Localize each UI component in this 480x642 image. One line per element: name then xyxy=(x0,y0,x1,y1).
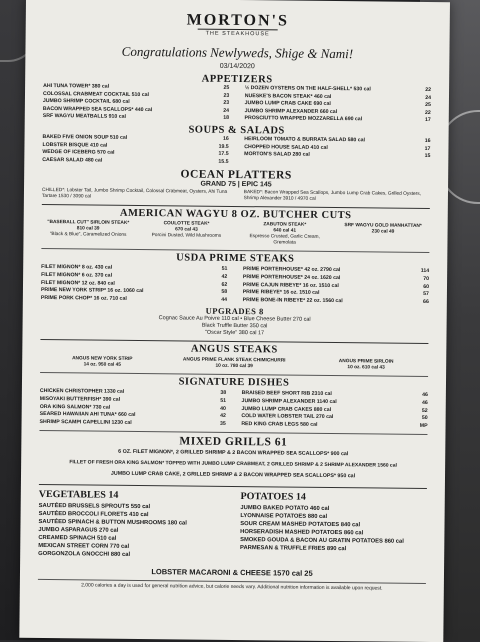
vegetables-column xyxy=(38,489,225,560)
appetizers-right xyxy=(244,85,431,125)
side-item: SOUR CREAM MASHED POTATOES 840 cal xyxy=(240,521,361,529)
menu-item: COLOSSAL CRABMEAT COCKTAIL 510 cal 23 xyxy=(42,90,230,99)
menu-item: BAKED FIVE ONION SOUP 510 cal 16 xyxy=(42,133,229,142)
side-item: SMOKED GOUDA & BACON AU GRATIN POTATOES 860 cal xyxy=(240,537,404,546)
menu-item: CHICKEN CHRISTOPHER 1330 cal 38 xyxy=(39,388,227,397)
side-item: CREAMED SPINACH 510 cal xyxy=(38,535,117,543)
platter-baked: BAKED*: Bacon Wrapped Sea Scallops, Jumbo Lump Crab Cakes, Grilled Oysters, Shrimp Alexander 3910 / 4970 cal xyxy=(243,190,421,203)
divider xyxy=(39,484,427,489)
lobster-mac: LOBSTER MACARONI & CHEESE 1570 cal 25 xyxy=(151,567,313,579)
menu-item: FILET MIGNON* 12 oz. 840 cal 62 xyxy=(40,279,228,288)
upgrades-title: UPGRADES 8 xyxy=(205,305,264,317)
wagyu-item: SRF WAGYU GOLD MANHATTAN* 230 cal 49 xyxy=(344,223,422,235)
congratulations-heading: Congratulations Newlyweds, Shige & Nami! xyxy=(121,43,354,62)
menu-item: RED KING CRAB LEGS 580 cal MP xyxy=(241,420,428,429)
soups-right xyxy=(244,136,431,168)
menu-item: PRIME PORTERHOUSE* 42 oz. 2790 cal 114 xyxy=(242,266,430,275)
upgrades-line: "Oscar Style" 380 cal 17 xyxy=(204,329,265,337)
prime-steaks-section xyxy=(41,264,429,306)
menu-item: PROSCIUTTO WRAPPED MOZZARELLA 690 cal 17 xyxy=(244,115,431,124)
wagyu-title: AMERICAN WAGYU 8 OZ. BUTCHER CUTS xyxy=(119,208,352,222)
side-item: PARMESAN & TRUFFLE FRIES 890 cal xyxy=(239,545,347,553)
mixed-grills-title: MIXED GRILLS 61 xyxy=(179,435,288,449)
soups-section xyxy=(42,134,430,168)
menu-item: PRIME BONE-IN RIBEYE* 22 oz. 1560 cal 66 xyxy=(242,296,429,305)
angus-title: ANGUS STEAKS xyxy=(190,343,278,356)
wagyu-section xyxy=(41,220,429,248)
side-item: SAUTÉED BRUSSELS SPROUTS 550 cal xyxy=(38,503,151,511)
side-item: SAUTÉED SPINACH & BUTTON MUSHROOMS 180 cal xyxy=(38,519,187,527)
menu-item: PRIME PORTERHOUSE* 24 oz. 1620 cal 70 xyxy=(242,274,430,282)
signature-left xyxy=(40,388,227,428)
angus-item: ANGUS PRIME SIRLOIN 10 oz. 610 cal 43 xyxy=(338,359,394,371)
potatoes-column xyxy=(240,491,427,562)
menu-item: CAESAR SALAD 480 cal 15.5 xyxy=(42,156,229,165)
menu-item: ORA KING SALMON* 730 cal 40 xyxy=(39,403,226,412)
menu-item: SHRIMP SCAMPI CAPELLINI 1230 cal 35 xyxy=(39,418,226,427)
restaurant-logo: MORTON'S xyxy=(186,11,289,30)
ocean-platters-title: OCEAN PLATTERS xyxy=(180,168,292,182)
side-item: HORSERADISH MASHED POTATOES 860 cal xyxy=(240,529,364,537)
sides-section xyxy=(38,489,427,562)
menu-item: JUMBO SHRIMP ALEXANDER 1140 cal 46 xyxy=(241,397,428,406)
appetizers-left xyxy=(43,83,230,123)
wagyu-item: ZABUTON STEAK* 640 cal 41 Espresso Crusted, Garlic Cream, Gremolata xyxy=(249,222,320,246)
side-item: JUMBO ASPARAGUS 270 cal xyxy=(38,527,119,535)
angus-item: ANGUS PRIME FLANK STEAK CHIMICHURRI 10 oz. 780 cal 39 xyxy=(182,357,286,370)
ocean-platters-prices: GRAND 75 | EPIC 145 xyxy=(200,180,272,189)
menu-item: JUMBO LUMP CRAB CAKES 880 cal 52 xyxy=(241,405,428,414)
menu-item: ½ DOZEN OYSTERS ON THE HALF-SHELL* 530 cal 22 xyxy=(244,85,432,94)
upgrades-line: Cognac Sauce Au Poivre 110 cal • Blue Cheese Butter 270 cal xyxy=(158,315,311,324)
prime-right xyxy=(243,266,430,306)
side-item: GORGONZOLA GNOCCHI 880 cal xyxy=(38,551,131,559)
menu-item: PRIME RIBEYE* 16 oz. 1510 cal 57 xyxy=(242,289,429,298)
soups-left xyxy=(42,134,229,166)
side-item: SAUTÉED BROCCOLI FLORETS 410 cal xyxy=(38,511,149,519)
menu-item: JUMBO SHRIMP ALEXANDER 660 cal 22 xyxy=(244,107,431,116)
menu-item: PRIME PORK CHOP* 16 oz. 710 cal 44 xyxy=(40,294,228,303)
logo-subtitle: THE STEAKHOUSE xyxy=(198,29,278,38)
wagyu-item: "BASEBALL CUT" SIRLOIN STEAK* 810 cal 39 "Black & Blue", Caramelized Onions xyxy=(47,220,130,239)
prime-steaks-title: USDA PRIME STEAKS xyxy=(176,252,295,265)
menu-sheet xyxy=(19,0,450,642)
menu-item: FILET MIGNON* 8 oz. 430 cal 51 xyxy=(41,264,228,273)
menu-item: FILET MIGNON* 6 oz. 370 cal 42 xyxy=(41,271,228,280)
menu-item: MORTON'S SALAD 280 cal 15 xyxy=(244,151,431,160)
appetizers-title: APPETIZERS xyxy=(201,73,273,86)
wagyu-item: COULOTTE STEAK* 670 cal 43 Porcini Dusted, Wild Mushrooms xyxy=(151,221,222,240)
ocean-platters-section xyxy=(42,188,430,204)
menu-item: CHOPPED HOUSE SALAD 410 cal 17 xyxy=(244,143,431,152)
appetizers-section xyxy=(43,83,431,125)
signature-section xyxy=(40,388,428,430)
menu-item: HEIRLOOM TOMATO & BURRATA SALAD 580 cal 16 xyxy=(244,136,431,144)
menu-item: SRF WAGYU MEATBALLS 910 cal 18 xyxy=(42,113,230,122)
side-item: JUMBO BAKED POTATO 460 cal xyxy=(240,505,330,513)
menu-item: JUMBO SHRIMP COCKTAIL 680 cal 23 xyxy=(42,98,230,107)
signature-right xyxy=(241,390,428,430)
soups-title: SOUPS & SALADS xyxy=(188,124,285,137)
menu-item: BRAISED BEEF SHORT RIB 2310 cal 46 xyxy=(241,390,428,399)
side-item: LYONNAISE POTATOES 880 cal xyxy=(240,513,328,521)
menu-item: MISOYAKI BUTTERFISH* 390 cal 51 xyxy=(39,395,227,404)
menu-item: JUMBO LUMP CRAB CAKE 690 cal 25 xyxy=(244,100,431,109)
menu-item: SEARED HAWAIIAN AHI TUNA* 660 cal 42 xyxy=(39,411,226,419)
menu-item: PRIME NEW YORK STRIP* 16 oz. 1060 cal 58 xyxy=(40,287,228,296)
platter-chilled: CHILLED*: Lobster Tail, Jumbo Shrimp Cocktail, Colossal Crabmeat, Oysters, Ahi Tuna Tartare 1530 / 3090 cal xyxy=(41,188,228,200)
potatoes-title: POTATOES 14 xyxy=(240,491,306,504)
upgrades-line: Black Truffle Butter 350 cal xyxy=(201,322,268,330)
grill-line: JUMBO LUMP CRAB CAKE, 2 GRILLED SHRIMP & 2 BACON WRAPPED SEA SCALLOPS* 950 cal xyxy=(110,470,356,480)
menu-item: COLD WATER LOBSTER TAIL 270 cal 50 xyxy=(241,413,428,422)
menu-item: LOBSTER BISQUE 410 cal 19.5 xyxy=(42,141,229,150)
prime-left xyxy=(41,264,228,304)
menu-item: PRIME CAJUN RIBEYE* 16 oz. 1510 cal 60 xyxy=(242,281,430,290)
angus-section xyxy=(40,356,428,372)
angus-item: ANGUS NEW YORK STRIP 14 oz. 950 cal 45 xyxy=(72,356,133,369)
menu-item: BACON WRAPPED SEA SCALLOPS* 440 cal 24 xyxy=(42,105,230,114)
menu-date: 03/14/2020 xyxy=(219,62,255,71)
menu-item: AHI TUNA TOWER* 380 cal 25 xyxy=(43,82,230,91)
menu-item: WEDGE OF ICEBERG 570 cal 17.5 xyxy=(42,149,229,158)
menu-item: NUESKE'S BACON STEAK* 460 cal 24 xyxy=(244,92,432,101)
nutrition-footnote: 2,000 calories a day is used for general nutrition advice, but calorie needs vary. Additional nutrition information is available upon request. xyxy=(81,582,383,592)
grill-line: FILLET OF FRESH ORA KING SALMON* TOPPED WITH JUMBO LUMP CRABMEAT, 2 GRILLED SHRIMP & 2 SHRIMP ALEXANDER 1560 cal xyxy=(69,459,397,469)
grill-line: 6 OZ. FILET MIGNON*, 2 GRILLED SHRIMP & 2 BACON WRAPPED SEA SCALLOPS* 900 cal xyxy=(118,449,349,458)
side-item: MEXICAN STREET CORN 770 cal xyxy=(38,543,130,551)
vegetables-title: VEGETABLES 14 xyxy=(38,489,119,502)
signature-title: SIGNATURE DISHES xyxy=(178,376,290,389)
